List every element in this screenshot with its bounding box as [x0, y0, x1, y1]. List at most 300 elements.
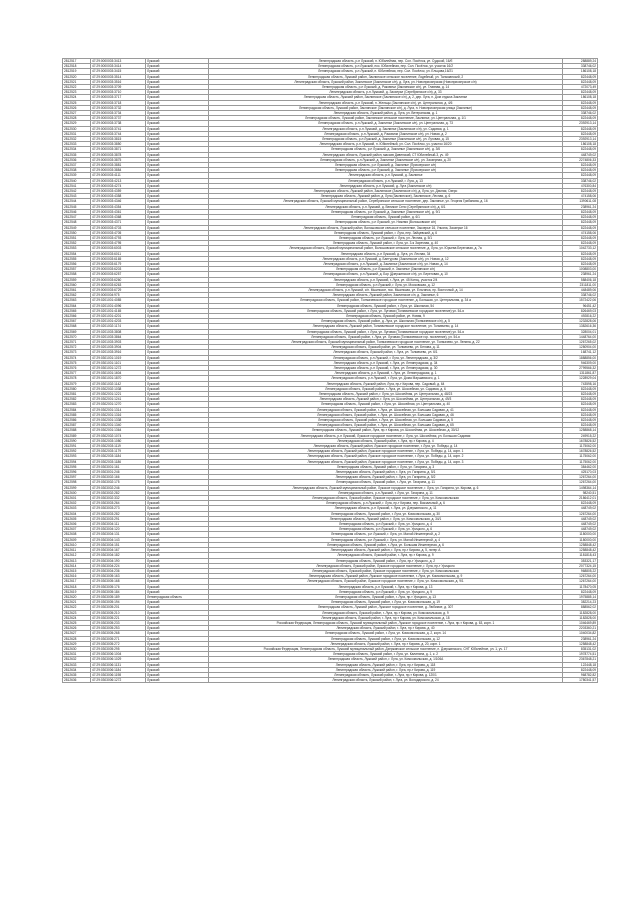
cadastral-value-cell: 822448,09 — [563, 501, 598, 506]
address-cell: Ленинградская область, Лужский район, д. 6/1 — [209, 215, 563, 220]
cadastral-value-cell: 1182828,00 — [563, 610, 598, 615]
row-number-cell: 2812617 — [63, 579, 91, 584]
cadastral-number-cell: 47:29:0303005:271 — [91, 636, 146, 641]
row-number-cell: 2812635 — [63, 672, 91, 677]
row-number-cell: 2812625 — [63, 620, 91, 625]
district-cell: Лужский — [146, 235, 209, 240]
row-number-cell: 2812522 — [63, 85, 91, 90]
row-number-cell: 2812517 — [63, 59, 91, 64]
cadastral-value-cell: 946309,00 — [563, 360, 598, 365]
cadastral-number-cell: 47:29:0303002:175 — [91, 480, 146, 485]
district-cell: Лужский — [146, 553, 209, 558]
district-cell: Лужский — [146, 204, 209, 209]
cadastral-value-cell: 822448,09 — [563, 163, 598, 168]
row-number-cell: 2812592 — [63, 449, 91, 454]
cadastral-number-cell: 47:29:0000003:3414 — [91, 64, 146, 69]
cadastral-value-cell: 1267264,00 — [563, 579, 598, 584]
address-cell: Ленинградская область, р-н Лужский, г. Луга, пр-т Кирова, пер. Вокзальный, д. 6 — [209, 501, 563, 506]
row-number-cell: 2812529 — [63, 121, 91, 126]
district-cell: Лужский — [146, 579, 209, 584]
cadastral-value-cell: 1175062,00 — [563, 444, 598, 449]
cadastral-value-cell: 822448,09 — [563, 407, 598, 412]
address-cell: Ленинградская область, Лужский район, г. Луга, пр-т Кирова, д. 20, корп. 1 — [209, 641, 563, 646]
cadastral-number-cell: 47:29:0303006:1272 — [91, 678, 146, 683]
cadastral-number-cell: 47:29:0000003:3717 — [91, 95, 146, 100]
cadastral-number-cell: 47:29:0303005:201 — [91, 605, 146, 610]
cadastral-value-cell: 2203360,21 — [563, 626, 598, 631]
cadastral-number-cell: 47:29:0000003:3881 — [91, 163, 146, 168]
cadastral-number-cell: 47:29:0303003:291 — [91, 516, 146, 521]
address-cell: Ленинградская область, Лужский район, г. Луга, пр-т Кирова, д. 9 — [209, 553, 563, 558]
cadastral-value-cell: 822448,09 — [563, 168, 598, 173]
address-cell: Ленинградская область, Лужский муниципальный район, Серебрянское сельское поселение, дер. Заклинье, ул. Георгия Грибанова, д. 16 — [209, 199, 563, 204]
cadastral-value-cell: 822448,09 — [563, 220, 598, 225]
row-number-cell: 2812550 — [63, 230, 91, 235]
row-number-cell: 2812553 — [63, 246, 91, 251]
row-number-cell: 2812577 — [63, 371, 91, 376]
row-number-cell: 2812561 — [63, 287, 91, 292]
cadastral-number-cell: 47:29:0000003:3734 — [91, 111, 146, 116]
district-cell: Лужский — [146, 261, 209, 266]
cadastral-number-cell: 47:29:0000003:3738 — [91, 121, 146, 126]
district-cell: Лужский — [146, 137, 209, 142]
district-cell: Лужский — [146, 381, 209, 386]
address-cell: Ленинградская область, р-н Лужский, г. Луга, ул. Ленинградская, д. 3/2 — [209, 355, 563, 360]
cadastral-value-cell: 1975885,14 — [563, 594, 598, 599]
district-cell: Лужский — [146, 121, 209, 126]
address-cell: Ленинградская область, Лужский район, ул. Новая, 9 — [209, 313, 563, 318]
address-cell: Ленинградская область, р-н Лужский, г. Луга, ул. Дома Маршавского, д. 1 — [209, 376, 563, 381]
district-cell: Лужский — [146, 131, 209, 136]
district-cell: Лужский — [146, 636, 209, 641]
address-cell: Ленинградская область, Лужский район, Луга, пр-т Кирова, ул. Шоссейная, ул. Шоссейная, д. 30/12 — [209, 428, 563, 433]
cadastral-number-cell: 47:29:0302002:1074 — [91, 433, 146, 438]
address-cell: Ленинградская область, р-н Лужский, д. Раковичи (Заклинское с/п), ул. Главная, д. 14 — [209, 85, 563, 90]
district-cell: Лужский — [146, 428, 209, 433]
cadastral-number-cell: 47:29:0302003:1119 — [91, 444, 146, 449]
cadastral-number-cell: 47:29:0000003:6179 — [91, 261, 146, 266]
cadastral-value-cell: 2392913,14 — [563, 121, 598, 126]
cadastral-value-cell: 238961,24 — [563, 636, 598, 641]
district-cell: Лужский — [146, 313, 209, 318]
row-number-cell: 2812546 — [63, 209, 91, 214]
address-cell: Ленинградская область, Лужский район, г. Луга, ул. Луговая (Толмачевское городское поселение) ул. 54-я — [209, 308, 563, 313]
district-cell: Лужский — [146, 365, 209, 370]
row-number-cell: 2812629 — [63, 641, 91, 646]
address-cell: Ленинградская область, р-н Лужский, г. Луга, ул. Дзержинского, д. 11 — [209, 506, 563, 511]
cadastral-value-cell: 1232828,06 — [563, 319, 598, 324]
district-cell: Лужский — [146, 189, 209, 194]
address-cell: Ленинградская область, Лужский район, Лужское городское поселение, г. Луга, ул. Комсомольская, д. 9 — [209, 574, 563, 579]
address-cell: Ленинградская область, Лужский район, г. Луга, ул. Шоссейная, ул. Большая Садовая, д. 46 — [209, 412, 563, 417]
district-cell: Лужский — [146, 537, 209, 542]
cadastral-value-cell: 822448,09 — [563, 251, 598, 256]
district-cell: Лужский — [146, 418, 209, 423]
district-cell: Лужский — [146, 423, 209, 428]
cadastral-value-cell: 338746,02 — [563, 111, 598, 116]
cadastral-value-cell: 448749,02 — [563, 516, 598, 521]
address-cell: Ленинградская область, р-н Лужский, д. Заклинье (Заклинское с/п), ул. Садовая, д. 1 — [209, 126, 563, 131]
district-cell: Лужский — [146, 147, 209, 152]
district-cell: Лужский — [146, 641, 209, 646]
district-cell: Лужский — [146, 662, 209, 667]
cadastral-number-cell: 47:29:0302003:1080 — [91, 438, 146, 443]
address-cell: Ленинградская область, р-н Лужский, г. Луга, ул. Гагарина, д. 11 — [209, 490, 563, 495]
address-cell: Ленинградская область, Лужский район, г. Луга, пер. Зайцевский, д. 6 — [209, 230, 563, 235]
district-cell: Лужский — [146, 444, 209, 449]
cadastral-number-cell: 47:29:0303004:120 — [91, 527, 146, 532]
address-cell: Ленинградская область, р-н Лужский, ул. Нижняя (Волошовское с/п) — [209, 220, 563, 225]
address-cell: Ленинградская область, Лужский район, Лужское городское поселение, г. Луга, ул. Комсомольская — [209, 568, 563, 573]
row-number-cell: 2812540 — [63, 178, 91, 183]
row-number-cell: 2812558 — [63, 272, 91, 277]
district-cell: Лужский — [146, 449, 209, 454]
district-cell: Лужский — [146, 511, 209, 516]
cadastral-value-cell: 822448,09 — [563, 189, 598, 194]
cadastral-number-cell: 47:29:0303002:332 — [91, 496, 146, 501]
address-cell: Ленинградская область, Лужский район, Луга, пр-т Кирова, пер. Садовый, д. 64 — [209, 381, 563, 386]
cadastral-value-cell: 835131,02 — [563, 646, 598, 651]
address-cell: Ленинградская область, Лужский район, Заклинское (Заклинское с/п), д. Луга, ул. Новоприозерская (Новоприозерское с/п) — [209, 79, 563, 84]
cadastral-number-cell: 47:29:0000003:4359 — [91, 189, 146, 194]
row-number-cell: 2812534 — [63, 147, 91, 152]
district-cell: Лужский — [146, 59, 209, 64]
cadastral-number-cell: 47:29:0302001:1241 — [91, 397, 146, 402]
cadastral-value-cell: 968805,22 — [563, 568, 598, 573]
row-number-cell: 2812618 — [63, 584, 91, 589]
address-cell: Ленинградская область, р-н Лужский, пос. Юбилейная, пер. Сол. Посёлок, ул. участок 16/2 — [209, 64, 563, 69]
row-number-cell: 2812572 — [63, 345, 91, 350]
cadastral-number-cell: 47:29:0000003:3850 — [91, 142, 146, 147]
row-number-cell: 2812602 — [63, 501, 91, 506]
district-cell: Лужский — [146, 142, 209, 147]
cadastral-value-cell: 1046469,89 — [563, 620, 598, 625]
row-number-cell: 2812564 — [63, 303, 91, 308]
cadastral-number-cell: 47:29:0201001:4096 — [91, 303, 146, 308]
row-number-cell: 2812547 — [63, 215, 91, 220]
cadastral-value-cell: 1978774,51 — [563, 652, 598, 657]
cadastral-number-cell: 47:29:0000003:4361 — [91, 209, 146, 214]
cadastral-number-cell: 47:29:0303005:221 — [91, 615, 146, 620]
cadastral-number-cell: 47:29:0000003:3875 — [91, 157, 146, 162]
row-number-cell: 2812578 — [63, 376, 91, 381]
district-cell: Лужский — [146, 74, 209, 79]
cadastral-value-cell: 2799566,32 — [563, 365, 598, 370]
row-number-cell: 2812583 — [63, 402, 91, 407]
address-cell: Ленинградская область, Лужский район, г. Луга, ул. Луговая (Толмачевское гор. поселение), ул. 54-я — [209, 334, 563, 339]
address-cell: Ленинградская область, р-н Лужский, д. Заклинье (Заклинское с/п), ул. Заозерная, д. 20 — [209, 157, 563, 162]
cadastral-value-cell: 168741,12 — [563, 350, 598, 355]
row-number-cell: 2812543 — [63, 194, 91, 199]
cadastral-value-cell: 822448,09 — [563, 215, 598, 220]
row-number-cell: 2812591 — [63, 444, 91, 449]
district-cell: Лужский — [146, 610, 209, 615]
cadastral-number-cell: 47:29:0000003:4371 — [91, 220, 146, 225]
row-number-cell: 2812620 — [63, 594, 91, 599]
row-number-cell: 2812595 — [63, 464, 91, 469]
cadastral-number-cell: 47:29:0303005:163 — [91, 574, 146, 579]
cadastral-value-cell: 2311811,00 — [563, 282, 598, 287]
cadastral-value-cell: 1258868,14 — [563, 428, 598, 433]
row-number-cell: 2812565 — [63, 308, 91, 313]
cadastral-value-cell: 1280904,00 — [563, 345, 598, 350]
address-cell: Ленинградская область, Лужский район, Толмачевское городское поселение, ул. Толмачево, д. 14 — [209, 324, 563, 329]
district-cell: Лужский — [146, 126, 209, 131]
cadastral-value-cell: 1182828,00 — [563, 615, 598, 620]
row-number-cell: 2812576 — [63, 365, 91, 370]
cadastral-number-cell: 47:29:0303006:1029 — [91, 657, 146, 662]
district-cell: Лужский — [146, 282, 209, 287]
district-cell: Лужский — [146, 69, 209, 74]
district-cell: Лужский — [146, 485, 209, 490]
cadastral-value-cell: 249915,22 — [563, 433, 598, 438]
row-number-cell: 2812585 — [63, 412, 91, 417]
row-number-cell: 2812530 — [63, 126, 91, 131]
district-cell: Лужский — [146, 230, 209, 235]
cadastral-value-cell: 1258848,42 — [563, 548, 598, 553]
cadastral-number-cell: 47:29:0303004:224 — [91, 563, 146, 568]
cadastral-value-cell: 1311861,87 — [563, 371, 598, 376]
cadastral-value-cell: 472073,49 — [563, 85, 598, 90]
row-number-cell: 2812632 — [63, 657, 91, 662]
row-number-cell: 2812533 — [63, 142, 91, 147]
address-cell: Ленинградская область, р-н Лужский, д. Луга, ул. Лесная, 34 — [209, 251, 563, 256]
district-cell: Лужский — [146, 615, 209, 620]
row-number-cell: 2812563 — [63, 298, 91, 303]
cadastral-number-cell: 47:29:0303003:282 — [91, 511, 146, 516]
address-cell: Ленинградская область, Лужский район, Лужское городское поселение, д. Любимое, д. 307 — [209, 605, 563, 610]
cadastral-number-cell: 47:29:0303005:253 — [91, 626, 146, 631]
district-cell: Лужский — [146, 256, 209, 261]
row-number-cell: 2812549 — [63, 225, 91, 230]
district-cell: Лужский — [146, 475, 209, 480]
row-number-cell: 2812548 — [63, 220, 91, 225]
address-cell: Ленинградская область, Лужский район, г. Луга, ул. Шоссейная, ул. Садовая, д. 6 — [209, 386, 563, 391]
cadastral-number-cell: 47:29:0000003:3741 — [91, 126, 146, 131]
cadastral-number-cell: 47:29:0000003:3710 — [91, 90, 146, 95]
cadastral-number-cell: 47:29:0000003:6257 — [91, 272, 146, 277]
cadastral-value-cell: 96451,42 — [563, 303, 598, 308]
cadastral-number-cell: 47:29:0201001:4201 — [91, 313, 146, 318]
row-number-cell: 2812614 — [63, 563, 91, 568]
row-number-cell: 2812568 — [63, 324, 91, 329]
district-cell: Лужский — [146, 438, 209, 443]
cadastral-value-cell: 1267265,02 — [563, 339, 598, 344]
cadastral-number-cell: 47:29:0000003:6729 — [91, 287, 146, 292]
address-cell: Ленинградская область, Лужский район, г. Луга, ул. Луговая (Толмачевское городское поселение) ул. 54-я — [209, 329, 563, 334]
address-cell: Ленинградская область, Лужский район, г. Луга, ул. Шоссейная, ул. Центральная, д. 40 — [209, 402, 563, 407]
district-cell: Лужский — [146, 95, 209, 100]
district-cell: Лужский — [146, 412, 209, 417]
district-cell: Лужский — [146, 355, 209, 360]
address-cell: Ленинградская область, Лужский район, г. Луга, пр-т Кирова, д. 120/1 — [209, 672, 563, 677]
cadastral-number-cell: 47:29:0303005:233 — [91, 620, 146, 625]
district-cell: Лужский — [146, 267, 209, 272]
cadastral-value-cell: 425170,03 — [563, 470, 598, 475]
district-cell: Лужский — [146, 85, 209, 90]
address-cell: Ленинградская область, Лужский район, г. Луга, ул. Шоссейная, ул. Центральная, д. 48/23 — [209, 392, 563, 397]
cadastral-number-cell: 47:29:0302003:1184 — [91, 454, 146, 459]
row-number-cell: 2812570 — [63, 334, 91, 339]
district-cell: Лужский — [146, 527, 209, 532]
address-cell: Ленинградская область, Лужский район, Лужское городское поселение, г. Луга, пр-т Урицкого — [209, 563, 563, 568]
address-cell: Ленинградская область, р-н Лужский, д. Заклинье — [209, 173, 563, 178]
cadastral-value-cell: 822448,09 — [563, 392, 598, 397]
row-number-cell: 2812567 — [63, 319, 91, 324]
cadastral-value-cell: 826469,03 — [563, 308, 598, 313]
row-number-cell: 2812589 — [63, 433, 91, 438]
cadastral-value-cell: 238961,24 — [563, 272, 598, 277]
district-cell: Лужский — [146, 626, 209, 631]
cadastral-number-cell: 47:29:0000003:3413 — [91, 59, 146, 64]
cadastral-number-cell: 47:29:0000003:3415 — [91, 69, 146, 74]
address-cell: Ленинградская область, р-н Лужский, д. Заозерье (Серебрянское с/п), д. 33 — [209, 90, 563, 95]
row-number-cell: 2812554 — [63, 251, 91, 256]
address-cell: Ленинградская область, Лужский район, г. Луга, пр-т Урицкого, д. 13 — [209, 594, 563, 599]
row-number-cell: 2812556 — [63, 261, 91, 266]
row-number-cell: 2812519 — [63, 69, 91, 74]
cadastral-value-cell: 822448,09 — [563, 100, 598, 105]
cadastral-value-cell: 822448,09 — [563, 412, 598, 417]
cadastral-value-cell: 1267264,00 — [563, 480, 598, 485]
cadastral-value-cell: 822448,09 — [563, 131, 598, 136]
cadastral-number-cell: 47:29:0303005:176 — [91, 584, 146, 589]
district-cell: Лужский — [146, 293, 209, 298]
row-number-cell: 2812571 — [63, 339, 91, 344]
row-number-cell: 2812525 — [63, 100, 91, 105]
district-cell: Лужский — [146, 568, 209, 573]
cadastral-number-cell: 47:29:0201002:1174 — [91, 324, 146, 329]
row-number-cell: 2812524 — [63, 95, 91, 100]
cadastral-number-cell: 47:29:0303005:272 — [91, 641, 146, 646]
address-cell: Ленинградская область, Лужский район, г. Луга, ул. Шоссейная, ул. Центральная, д. 49/3 — [209, 397, 563, 402]
cadastral-number-cell: 47:29:0303002:246 — [91, 485, 146, 490]
district-cell: Лужский — [146, 272, 209, 277]
row-number-cell: 2812586 — [63, 418, 91, 423]
address-cell: Ленинградская область, р-н Лужский, г. Луга, ул. Лесная, д. 5/1 — [209, 235, 563, 240]
district-cell: Лужский — [146, 64, 209, 69]
district-cell: Лужский — [146, 157, 209, 162]
row-number-cell: 2812560 — [63, 282, 91, 287]
row-number-cell: 2812527 — [63, 111, 91, 116]
address-cell: Ленинградская область, Лужский район, Заклинское (Заклинское с/п), д. Луга, п. Новоприозерская улица (Заклинье) — [209, 105, 563, 110]
row-number-cell: 2812626 — [63, 626, 91, 631]
cadastral-number-cell: 47:29:0303003:273 — [91, 506, 146, 511]
district-cell: Лужский — [146, 584, 209, 589]
district-cell: Лужский — [146, 298, 209, 303]
district-cell: Лужский — [146, 480, 209, 485]
address-cell: Ленинградская область, Лужский район, г. Луга, ул. Комсомольская, д. 1/106А — [209, 657, 563, 662]
row-number-cell: 2812531 — [63, 131, 91, 136]
address-cell: Ленинградская область, Лужский район, г. Луга, ул. Гагарина, д. 11 — [209, 480, 563, 485]
district-cell: Лужский — [146, 194, 209, 199]
district-cell: Лужский — [146, 667, 209, 672]
cadastral-value-cell: 1258848,42 — [563, 641, 598, 646]
row-number-cell: 2812619 — [63, 589, 91, 594]
cadastral-number-cell: 47:29:0000003:3732 — [91, 105, 146, 110]
cadastral-value-cell: 384462,00 — [563, 464, 598, 469]
cadastral-number-cell: 47:29:0303004:151 — [91, 542, 146, 547]
district-cell: Лужский — [146, 522, 209, 527]
cadastral-value-cell: 328004,01 — [563, 329, 598, 334]
cadastral-number-cell: 47:29:0000003:4703 — [91, 225, 146, 230]
row-number-cell: 2812612 — [63, 553, 91, 558]
address-cell: Ленинградская область, Лужский район, г. Луга, ул. Комсомольская, д. 19 — [209, 600, 563, 605]
cadastral-value-cell: 822448,09 — [563, 116, 598, 121]
row-number-cell: 2812559 — [63, 277, 91, 282]
cadastral-number-cell: 47:29:0000003:6203 — [91, 267, 146, 272]
cadastral-value-cell: 822448,09 — [563, 225, 598, 230]
address-cell: Ленинградская область, р-н Лужский, г. Луга, ул. Московская, д. 12 — [209, 282, 563, 287]
row-number-cell: 2812574 — [63, 355, 91, 360]
district-cell: Лужский — [146, 163, 209, 168]
cadastral-value-cell: 822448,09 — [563, 235, 598, 240]
district-cell: Лужский — [146, 116, 209, 121]
cadastral-number-cell: 47:29:0201003:3904 — [91, 345, 146, 350]
cadastral-value-cell: 822448,09 — [563, 90, 598, 95]
cadastral-number-cell: 47:29:0301002:1142 — [91, 381, 146, 386]
cadastral-value-cell: 186108,18 — [563, 95, 598, 100]
cadastral-number-cell: 47:29:0303005:295 — [91, 646, 146, 651]
cadastral-value-cell: 1267264,00 — [563, 574, 598, 579]
address-cell: Ленинградская область, р-н Лужский, д. Великое Село (Серебрянское с/п), д. 6/1 — [209, 204, 563, 209]
district-cell: Лужский — [146, 246, 209, 251]
cadastral-value-table — [62, 58, 598, 683]
address-cell: Ленинградская область, Лужский район, Лужское городское поселение, г. Луга, ул. Победы, д. 14 — [209, 444, 563, 449]
district-cell: Лужский — [146, 152, 209, 157]
document-page — [62, 58, 596, 858]
district-cell: Лужский — [146, 652, 209, 657]
cadastral-number-cell: 47:29:0302003:1186 — [91, 459, 146, 464]
address-cell: Ленинградская область, Лужский район, г. Луга, ул. Шоссейная, ул. Большая Садовая, д. 65 — [209, 423, 563, 428]
cadastral-value-cell: 1178470,05 — [563, 584, 598, 589]
cadastral-number-cell: 47:29:0000003:4368 — [91, 215, 146, 220]
row-number-cell: 2812566 — [63, 313, 91, 318]
cadastral-number-cell: 47:29:0303002:282 — [91, 490, 146, 495]
district-cell: Лужский — [146, 678, 209, 683]
cadastral-number-cell: 47:29:0302001:1270 — [91, 402, 146, 407]
district-cell: Лужский — [146, 558, 209, 563]
address-cell: Ленинградская область, Лужский район, г. Луга, пр-т Кирова, д. 119 — [209, 667, 563, 672]
address-cell: Ленинградская область, Лужский район, г. Луга, пр-т Урицкого, д. 2 — [209, 558, 563, 563]
address-cell: Ленинградская область, Лужский район, г. Луга, ул. Комсомольская, д. 30 — [209, 511, 563, 516]
row-number-cell: 2812582 — [63, 397, 91, 402]
cadastral-number-cell: 47:29:0000003:4274 — [91, 183, 146, 188]
cadastral-number-cell: 47:29:0303005:184 — [91, 589, 146, 594]
row-number-cell: 2812541 — [63, 183, 91, 188]
address-cell: Ленинградская область, р-н Лужский, д. Заклинье (Заклинское с/п), ул. Новая, д. 14 — [209, 261, 563, 266]
row-number-cell: 2812628 — [63, 636, 91, 641]
cadastral-number-cell: 47:29:0303006:1131 — [91, 662, 146, 667]
row-number-cell: 2812607 — [63, 527, 91, 532]
district-cell: Лужский — [146, 100, 209, 105]
district-cell: Лужский — [146, 277, 209, 282]
district-cell: Лужский — [146, 589, 209, 594]
cadastral-value-cell: 1888856,00 — [563, 355, 598, 360]
district-cell: Лужский — [146, 371, 209, 376]
district-cell: Лужский — [146, 402, 209, 407]
row-number-cell: 2812615 — [63, 568, 91, 573]
address-cell: Ленинградская область, р-н Лужский, с/п. Мшинское, пос. Мшинская, ул. Ельгинка, пр. Восточный, д. 14 — [209, 287, 563, 292]
district-cell: Лужский — [146, 672, 209, 677]
cadastral-number-cell: 47:29:0302003:1179 — [91, 449, 146, 454]
district-cell: Лужский — [146, 392, 209, 397]
cadastral-number-cell: 47:29:0303004:143 — [91, 537, 146, 542]
address-cell: Ленинградская область, р-н Лужский, п. Юбилейная, пер. Сол. Посёлок, ул. Ельцова,16/21 — [209, 69, 563, 74]
address-cell: Ленинградская область, Лужский район, Лужское городское поселение, г. Луга, ул. Комсомольская — [209, 496, 563, 501]
address-cell: Ленинградская область, р-н Лужский, д. Луга (Заклинское с/п) — [209, 183, 563, 188]
cadastral-number-cell: 47:29:0000003:4358 — [91, 194, 146, 199]
